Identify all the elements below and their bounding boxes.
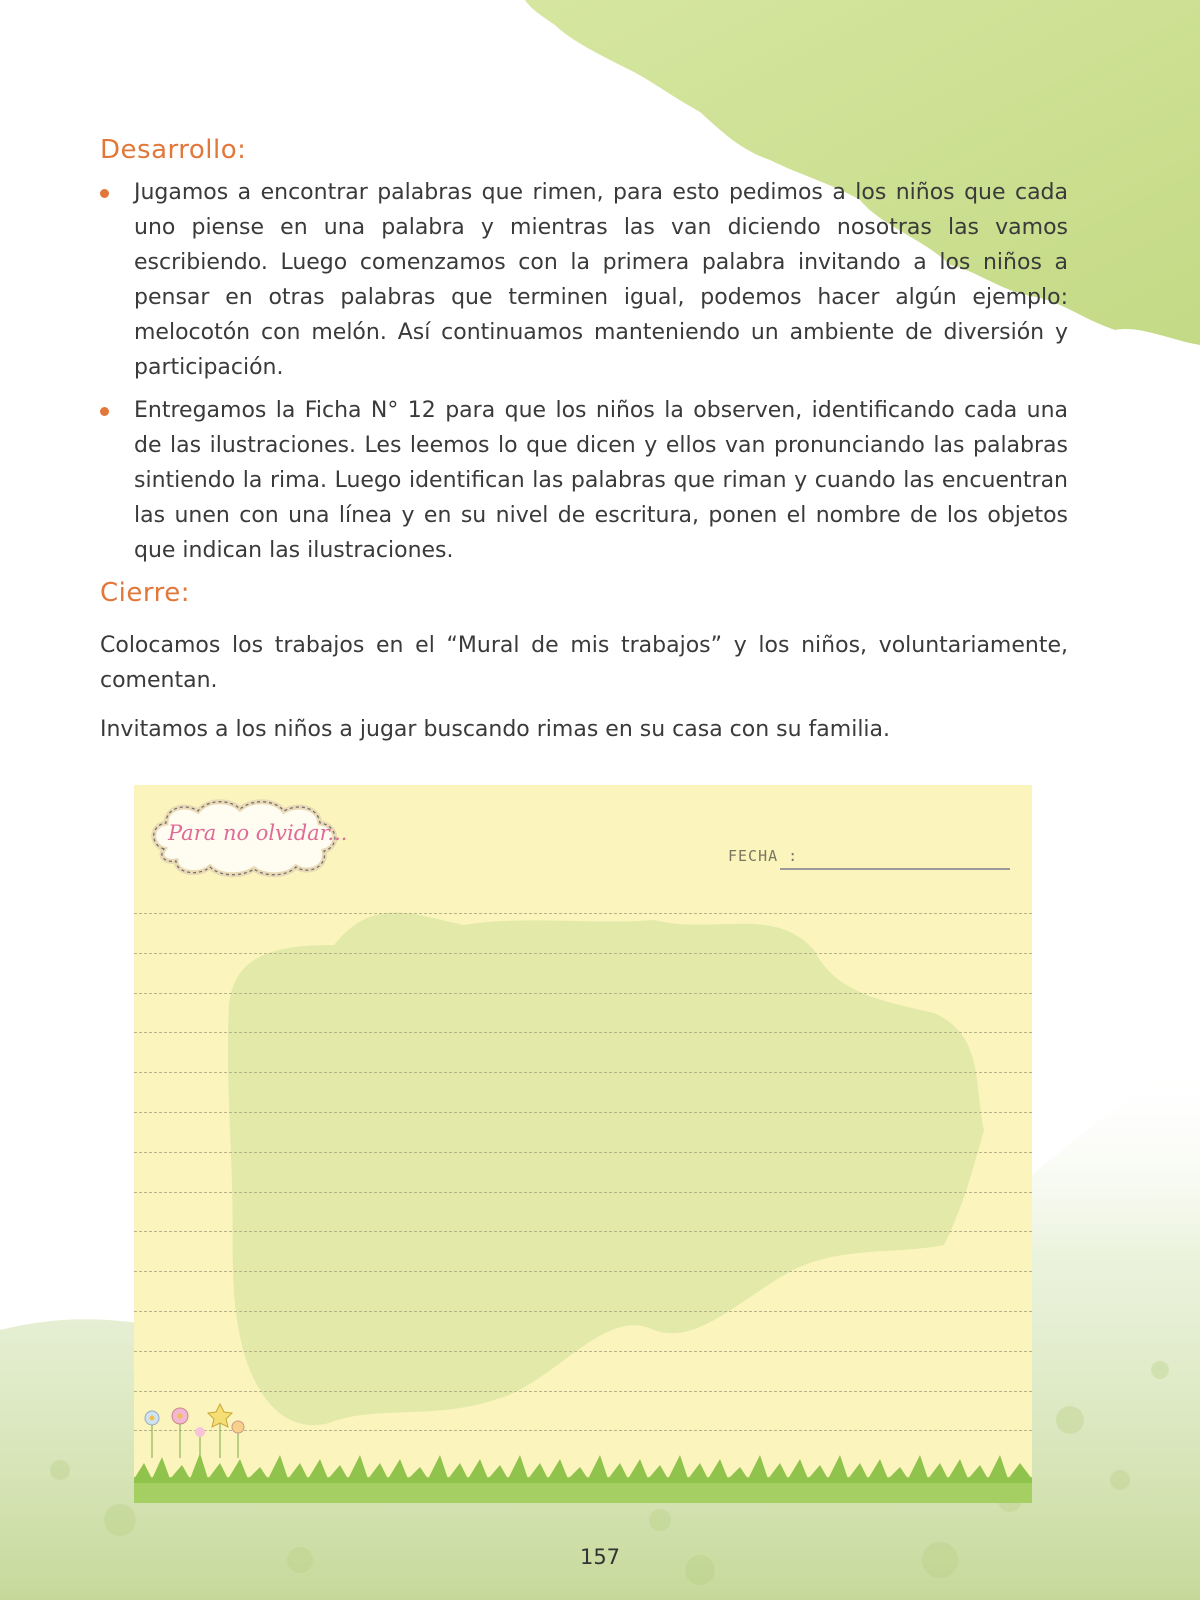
ruled-line [134, 1152, 1032, 1153]
ruled-line [134, 953, 1032, 954]
card-blob-shape [134, 785, 1032, 1503]
desarrollo-bullet-list [100, 175, 1068, 576]
grass-border-icon [134, 1433, 1032, 1503]
ruled-line [134, 1311, 1032, 1312]
ruled-line [134, 993, 1032, 994]
bullet-text: Entregamos la Ficha N° 12 para que los niños la observen, identificando cada una de las ilustraciones. Les leemos lo que dicen y ellos van pronunciando las palabras sintiendo la rima. Luego identifican las palabras que riman y cuando las encuentran las unen con una línea y en su nivel de escritura, ponen el nombre de los objetos que indican las ilustraciones. [134, 398, 1068, 563]
ruled-line [134, 1231, 1032, 1232]
ruled-line [134, 1271, 1032, 1272]
ruled-line [134, 1430, 1032, 1431]
ruled-line [134, 913, 1032, 914]
date-field[interactable] [780, 868, 1010, 870]
list-item [100, 175, 1068, 385]
cierre-paragraph: Invitamos a los niños a jugar buscando rimas en su casa con su familia. [100, 717, 891, 742]
cloud-label: Para no olvidar... [168, 821, 348, 845]
bullet-text: Jugamos a encontrar palabras que rimen, para esto pedimos a los niños que cada uno piense en una palabra y mientras las van diciendo nosotras las vamos escribiendo. Luego comenzamos con la primera palabra invitando a los niños a pensar en otras palabras que terminen igual, podemos hacer algún ejemplo: melocotón con melón. Así continuamos manteniendo un ambiente de diversión y participación. [134, 180, 1068, 380]
bullet-icon [100, 189, 109, 198]
cierre-paragraph: Colocamos los trabajos en el “Mural de mis trabajos” y los niños, voluntariamente, comentan. [100, 633, 1068, 693]
bullet-icon [100, 407, 109, 416]
cierre-heading: Cierre: [100, 578, 190, 608]
ruled-line [134, 1192, 1032, 1193]
list-item [100, 393, 1068, 568]
note-card [134, 785, 1032, 1503]
ruled-line [134, 1112, 1032, 1113]
date-label: FECHA : [728, 847, 799, 865]
desarrollo-heading: Desarrollo: [100, 135, 247, 165]
page-number: 157 [579, 1545, 621, 1569]
ruled-line [134, 1391, 1032, 1392]
ruled-line [134, 1351, 1032, 1352]
ruled-line [134, 1032, 1032, 1033]
ruled-line [134, 1072, 1032, 1073]
